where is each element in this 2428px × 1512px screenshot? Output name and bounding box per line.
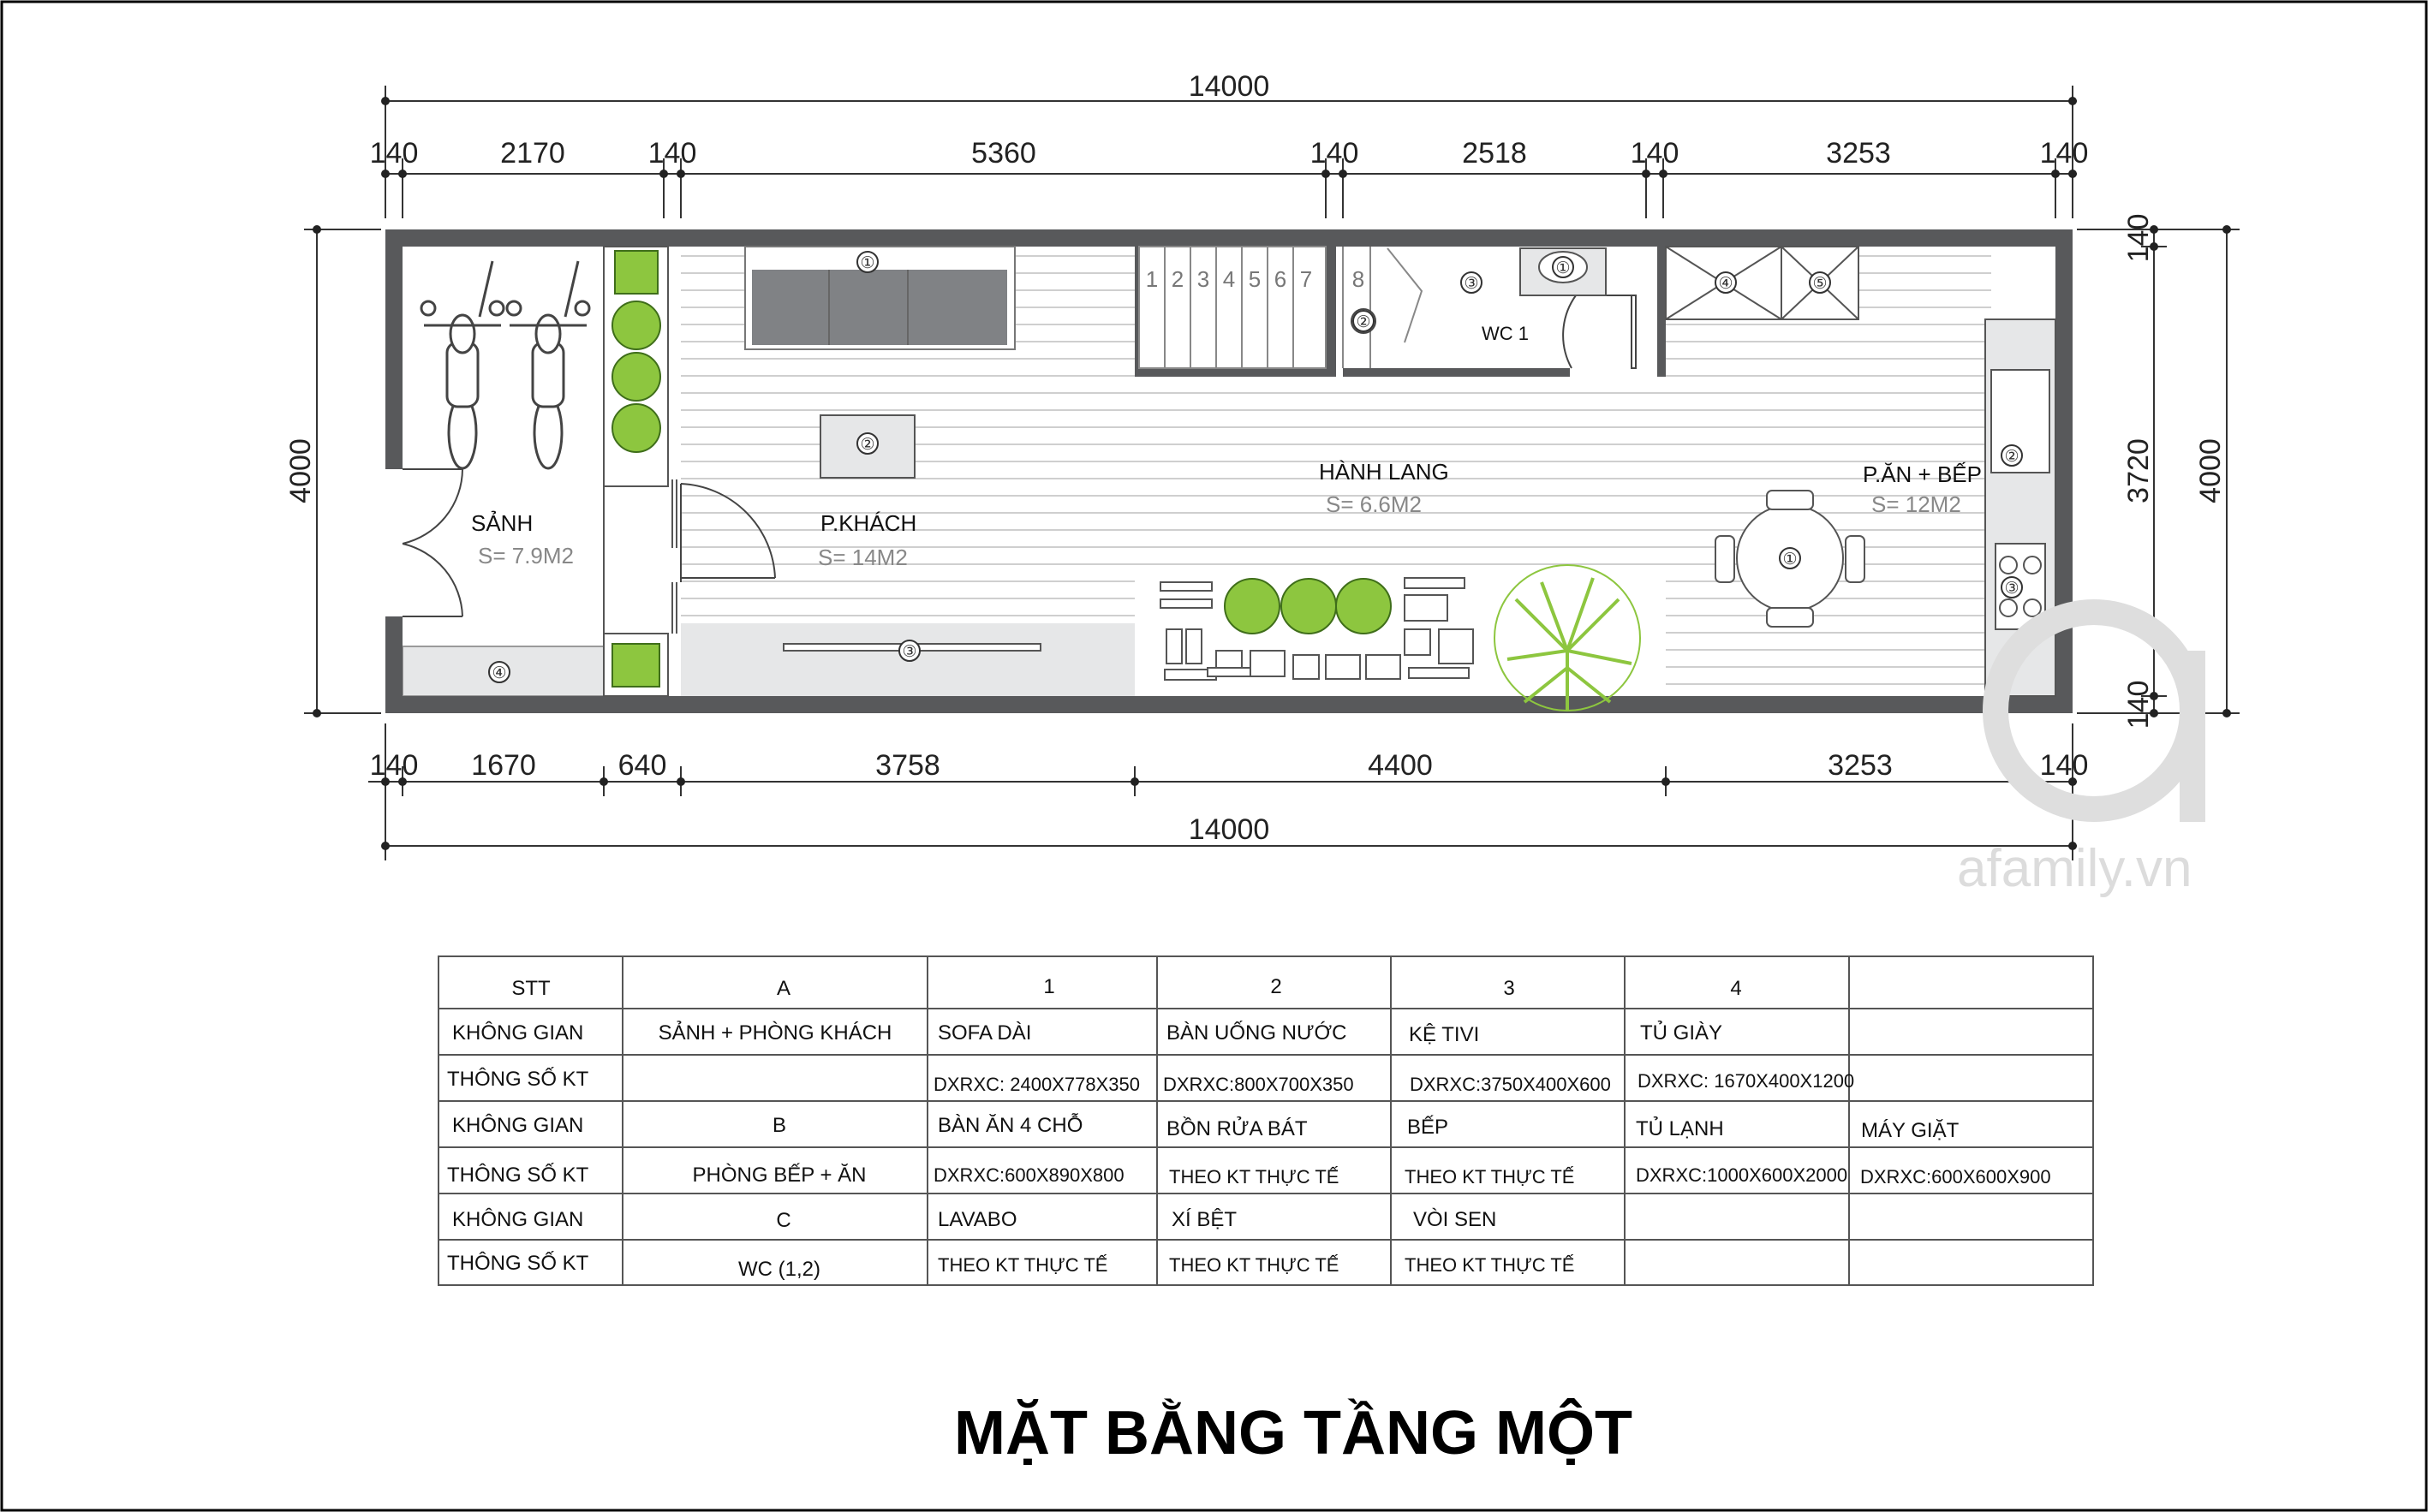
table-cell-r0-c3: 2: [1270, 975, 1282, 998]
table-cell-r3-c5: TỦ LẠNH: [1636, 1117, 1724, 1140]
table-cell-r4-c3: THEO KT THỰC TẾ: [1169, 1166, 1339, 1188]
marker-kitchen-sink: ②: [2004, 448, 2019, 466]
stair-step-2: 2: [1171, 266, 1184, 292]
table-cell-r2-c2: DXRXC: 2400X778X350: [934, 1074, 1140, 1095]
room-area-kitchen: S= 12M2: [1871, 491, 1961, 517]
marker-wc-shower: ③: [1464, 275, 1479, 293]
dim-top-8: 3253: [1826, 137, 1891, 170]
table-cell-r6-c3: THEO KT THỰC TẾ: [1169, 1254, 1339, 1276]
dim-overall-top: 14000: [1188, 70, 1270, 103]
stair-step-5: 5: [1248, 266, 1262, 292]
marker-kitchen-table: ①: [1782, 551, 1798, 568]
table-cell-r1-c0: KHÔNG GIAN: [452, 1021, 584, 1045]
dim-right-3: 140: [2122, 680, 2155, 729]
stair-step-6: 6: [1274, 266, 1287, 292]
dim-right-1: 140: [2122, 213, 2155, 263]
table-cell-r3-c1: B: [772, 1114, 787, 1137]
dim-left-height: 4000: [284, 438, 317, 503]
room-label-living: P.KHÁCH: [820, 510, 917, 536]
table-cell-r3-c6: MÁY GIẶT: [1861, 1119, 1960, 1142]
table-cell-r5-c2: LAVABO: [938, 1208, 1017, 1231]
table-cell-r0-c5: 4: [1730, 977, 1742, 1000]
planter-plants: [612, 251, 660, 687]
table-cell-r2-c3: DXRXC:800X700X350: [1163, 1074, 1354, 1095]
room-area-lobby: S= 7.9M2: [478, 543, 575, 568]
table-cell-r1-c3: BÀN UỐNG NƯỚC: [1166, 1021, 1347, 1045]
table-cell-r4-c1: PHÒNG BẾP + ĂN: [692, 1164, 867, 1187]
dim-top-9: 140: [2039, 137, 2089, 170]
stair-step-3: 3: [1196, 266, 1210, 292]
stair-step-1: 1: [1145, 266, 1159, 292]
marker-wc-sink: ①: [1555, 259, 1571, 277]
dim-top-2: 2170: [500, 137, 565, 170]
table-cell-r2-c5: DXRXC: 1670X400X1200: [1638, 1070, 1855, 1092]
table-cell-r2-c4: DXRXC:3750X400X600: [1410, 1074, 1611, 1095]
table-cell-r6-c1: WC (1,2): [738, 1258, 820, 1281]
room-label-wc: WC 1: [1482, 323, 1529, 344]
table-cell-r0-c2: 1: [1043, 975, 1055, 998]
dim-bottom-4: 3758: [875, 749, 940, 782]
entry-door: [403, 469, 462, 616]
watermark-logo: [1995, 612, 2192, 822]
table-cell-r3-c2: BÀN ĂN 4 CHỖ: [938, 1114, 1083, 1137]
dim-right-2: 3720: [2122, 438, 2155, 503]
room-label-corridor: HÀNH LANG: [1319, 459, 1449, 485]
table-cell-r2-c0: THÔNG SỐ KT: [447, 1068, 589, 1091]
dim-top-6: 2518: [1462, 137, 1527, 170]
table-cell-r5-c1: C: [776, 1209, 791, 1232]
table-cell-r5-c0: KHÔNG GIAN: [452, 1208, 584, 1231]
dim-bottom-6: 3253: [1828, 749, 1893, 782]
table-cell-r5-c4: VÒI SEN: [1413, 1208, 1497, 1231]
table-cell-r3-c4: BẾP: [1407, 1116, 1449, 1139]
stair-step-7: 7: [1299, 266, 1313, 292]
sofa-seat: [752, 270, 1007, 345]
page-title: MẶT BẰNG TẦNG MỘT: [954, 1399, 1632, 1467]
courtyard-shrubs: [1225, 579, 1391, 634]
marker-sofa: ①: [860, 254, 875, 272]
table-cell-r1-c5: TỦ GIÀY: [1640, 1021, 1723, 1045]
dim-right-height: 4000: [2194, 438, 2227, 503]
dim-bottom-5: 4400: [1368, 749, 1433, 782]
table-cell-r0-c4: 3: [1503, 977, 1515, 1000]
table-cell-r6-c4: THEO KT THỰC TẾ: [1405, 1254, 1575, 1276]
table-cell-r1-c2: SOFA DÀI: [938, 1021, 1032, 1045]
stair-step-8: 8: [1351, 266, 1365, 292]
table-cell-r4-c4: THEO KT THỰC TẾ: [1405, 1166, 1575, 1188]
marker-tv-shelf: ③: [902, 643, 917, 661]
room-label-lobby: SẢNH: [471, 510, 534, 536]
table-cell-r4-c6: DXRXC:600X600X900: [1860, 1166, 2051, 1188]
marker-coffee-table: ②: [860, 436, 875, 454]
table-cell-r3-c0: KHÔNG GIAN: [452, 1114, 584, 1137]
dim-overall-bottom: 14000: [1188, 813, 1270, 846]
dim-top-7: 140: [1630, 137, 1679, 170]
marker-kitchen-stove: ③: [2004, 580, 2019, 598]
stair-step-4: 4: [1222, 266, 1236, 292]
dim-bottom-3: 640: [617, 749, 667, 782]
table-cell-r4-c0: THÔNG SỐ KT: [447, 1164, 589, 1187]
marker-wc-toilet: ②: [1356, 313, 1371, 331]
table-cell-r1-c4: KỆ TIVI: [1409, 1023, 1480, 1046]
motorbike-left: [421, 261, 504, 468]
dim-top-1: 140: [369, 137, 419, 170]
room-label-kitchen: P.ĂN + BẾP: [1863, 461, 1982, 487]
table-cell-r1-c1: SẢNH + PHÒNG KHÁCH: [658, 1021, 892, 1045]
table-cell-r4-c2: DXRXC:600X890X800: [934, 1164, 1125, 1186]
dim-top-3: 140: [647, 137, 697, 170]
room-area-corridor: S= 6.6M2: [1326, 491, 1423, 517]
table-cell-r6-c2: THEO KT THỰC TẾ: [938, 1254, 1108, 1276]
table-cell-r6-c0: THÔNG SỐ KT: [447, 1252, 589, 1275]
motorbike-right: [507, 261, 589, 468]
room-area-living: S= 14M2: [818, 545, 908, 570]
marker-shoe-cabinet: ④: [492, 664, 507, 682]
marker-fridge: ④: [1718, 275, 1733, 293]
dim-top-5: 140: [1309, 137, 1359, 170]
watermark-text: afamily.vn: [1957, 839, 2192, 898]
table-cell-r0-c0: STT: [511, 977, 551, 1000]
table-cell-r4-c5: DXRXC:1000X600X2000: [1636, 1164, 1848, 1186]
dim-top-4: 5360: [971, 137, 1036, 170]
table-cell-r3-c3: BỒN RỬA BÁT: [1166, 1117, 1308, 1140]
dim-bottom-2: 1670: [471, 749, 536, 782]
dim-bottom-1: 140: [369, 749, 419, 782]
marker-washer: ⑤: [1812, 275, 1828, 293]
dim-bottom-7: 140: [2039, 749, 2089, 782]
table-cell-r5-c3: XÍ BỆT: [1172, 1208, 1238, 1231]
table-cell-r0-c1: A: [776, 977, 791, 1000]
